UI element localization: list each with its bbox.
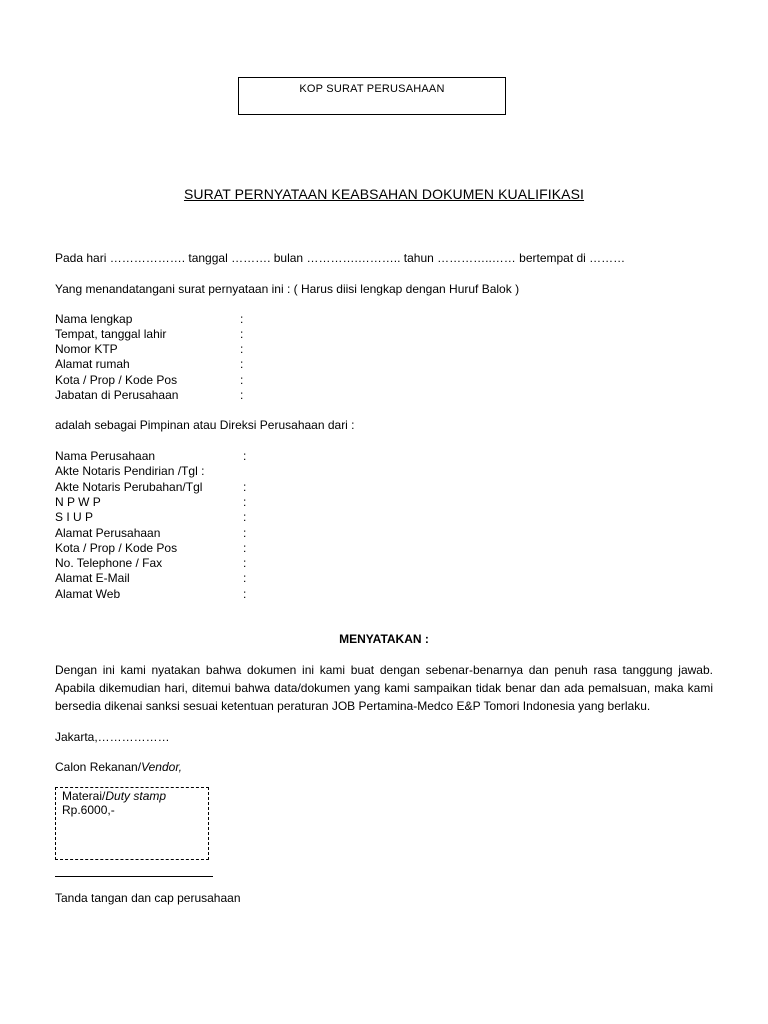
field-colon: : <box>243 480 247 494</box>
field-label: Akte Notaris Perubahan/Tgl <box>55 480 203 494</box>
place-date: Jakarta,……………… <box>55 730 170 744</box>
field-label: Nama Perusahaan <box>55 449 156 463</box>
declaration-paragraph: Dengan ini kami nyatakan bahwa dokumen ini kami buat dengan sebenar-benarnya dan penuh rasa tanggung jawab. Apabila dikemudian hari, ditemui bahwa data/dokumen yang kami sampaikan tidak benar dan ada pemalsuan, maka kami bersedia dikenai sanksi sesuai ketentuan peraturan JOB Pertamina-Medco E&P Tomori Indonesia yang berlaku. <box>55 663 713 713</box>
field-colon: : <box>243 571 247 585</box>
field-label: No. Telephone / Fax <box>55 556 163 570</box>
field-label: Alamat E-Mail <box>55 571 130 585</box>
field-colon: : <box>240 357 244 371</box>
signature-caption: Tanda tangan dan cap perusahaan <box>55 891 241 905</box>
candidate-label <box>55 760 182 774</box>
declare-heading: MENYATAKAN : <box>339 632 429 646</box>
field-colon: : <box>240 312 244 326</box>
field-label: Kota / Prop / Kode Pos <box>55 541 178 555</box>
stamp-italic: Duty stamp <box>105 789 167 803</box>
stamp-prefix: Materai/ <box>62 789 106 803</box>
field-colon: : <box>243 587 247 601</box>
field-label: Alamat rumah <box>55 357 130 371</box>
field-label: Alamat Perusahaan <box>55 526 161 540</box>
field-label: Akte Notaris Pendirian /Tgl : <box>55 464 205 478</box>
field-colon: : <box>240 388 244 402</box>
stamp-label <box>62 789 208 803</box>
field-label: Tempat, tanggal lahir <box>55 327 167 341</box>
field-colon: : <box>243 449 247 463</box>
field-colon: : <box>243 510 247 524</box>
field-colon: : <box>240 327 244 341</box>
field-label: Nomor KTP <box>55 342 118 356</box>
date-line: Pada hari ………………. tanggal ………. bulan ………….……….. tahun …………..…… bertempat di ……… <box>55 251 626 265</box>
letterhead-box <box>238 77 506 115</box>
field-colon: : <box>243 526 247 540</box>
stamp-amount: Rp.6000,- <box>62 803 115 817</box>
duty-stamp-box <box>55 787 209 860</box>
document-title: SURAT PERNYATAAN KEABSAHAN DOKUMEN KUALIFIKASI <box>183 186 585 202</box>
field-colon: : <box>240 342 244 356</box>
candidate-prefix: Calon Rekanan/ <box>55 760 142 774</box>
field-colon: : <box>243 495 247 509</box>
leader-statement: adalah sebagai Pimpinan atau Direksi Perusahaan dari : <box>55 418 355 432</box>
field-colon: : <box>243 541 247 555</box>
intro-text: Yang menandatangani surat pernyataan ini : ( Harus diisi lengkap dengan Huruf Balok ) <box>55 282 520 296</box>
field-label: Nama lengkap <box>55 312 133 326</box>
field-colon: : <box>243 556 247 570</box>
field-label: Alamat Web <box>55 587 121 601</box>
field-label: Jabatan di Perusahaan <box>55 388 179 402</box>
field-colon: : <box>240 373 244 387</box>
letterhead-text: KOP SURAT PERUSAHAAN <box>299 83 445 95</box>
field-label: S I U P <box>55 510 94 524</box>
field-label: N P W P <box>55 495 101 509</box>
field-label: Kota / Prop / Kode Pos <box>55 373 178 387</box>
signature-line <box>55 876 213 877</box>
candidate-italic: Vendor, <box>141 760 182 774</box>
